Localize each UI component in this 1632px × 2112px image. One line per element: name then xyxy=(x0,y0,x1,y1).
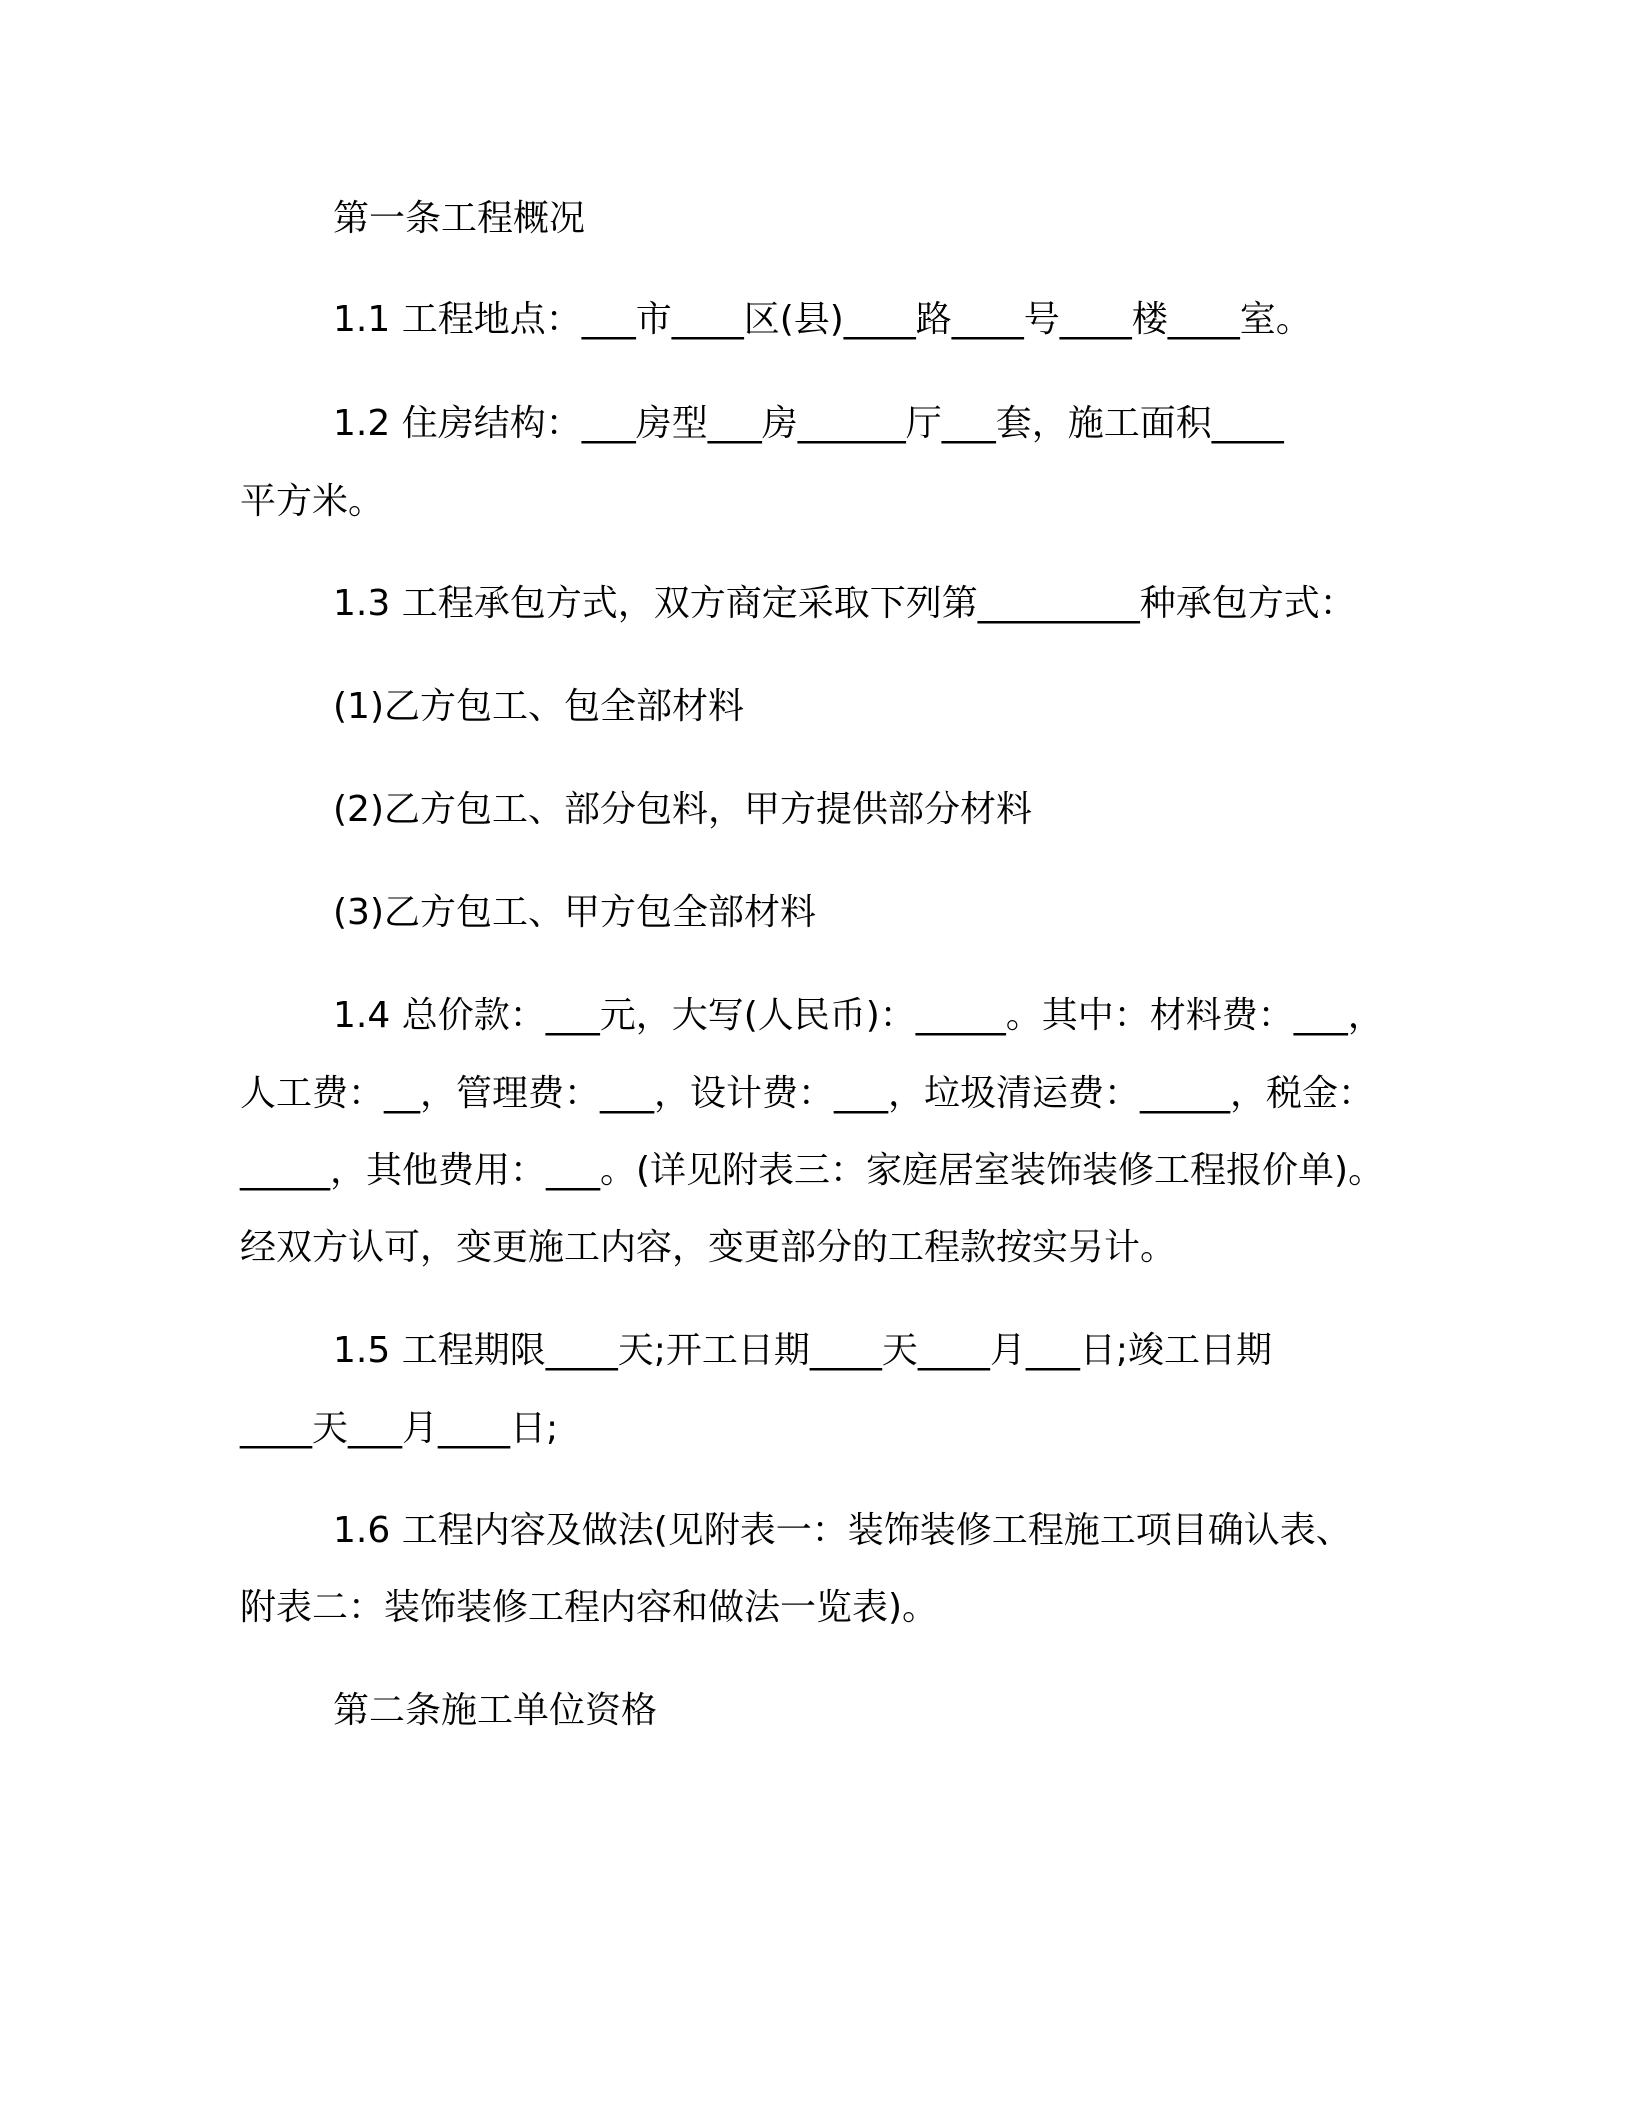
clause-1-5-period-line-2: ____天___月____日; xyxy=(240,1408,559,1449)
clause-1-3-contract-method: 1.3 工程承包方式，双方商定采取下列第_________种承包方式： xyxy=(333,583,1356,624)
clause-1-2-structure-line-2: 平方米。 xyxy=(240,481,385,522)
clause-1-4-price-line-2: 人工费：__，管理费：___，设计费：___，垃圾清运费：_____，税金： xyxy=(240,1073,1375,1114)
clause-1-4-price-line-4: 经双方认可，变更施工内容，变更部分的工程款按实另计。 xyxy=(240,1227,1177,1268)
clause-1-2-structure-line-1: 1.2 住房结构：___房型___房______厅___套，施工面积____ xyxy=(333,403,1284,444)
article-2-heading: 第二条施工单位资格 xyxy=(333,1690,658,1731)
clause-1-6-content-line-1: 1.6 工程内容及做法(见附表一：装饰装修工程施工项目确认表、 xyxy=(333,1510,1352,1551)
option-2: (2)乙方包工、部分包料，甲方提供部分材料 xyxy=(333,789,1032,830)
clause-1-4-price-line-3: _____，其他费用：___。(详见附表三：家庭居室装饰装修工程报价单)。 xyxy=(240,1150,1385,1191)
clause-1-1-location: 1.1 工程地点：___市____区(县)____路____号____楼____室。 xyxy=(333,299,1312,340)
option-3: (3)乙方包工、甲方包全部材料 xyxy=(333,892,816,933)
clause-1-6-content-line-2: 附表二：装饰装修工程内容和做法一览表)。 xyxy=(240,1587,939,1628)
option-1: (1)乙方包工、包全部材料 xyxy=(333,686,744,727)
article-1-heading: 第一条工程概况 xyxy=(333,198,586,239)
clause-1-5-period-line-1: 1.5 工程期限____天;开工日期____天____月___日;竣工日期 xyxy=(333,1330,1272,1371)
clause-1-4-price-line-1: 1.4 总价款：___元，大写(人民币)：_____。其中：材料费：___， xyxy=(333,995,1384,1036)
